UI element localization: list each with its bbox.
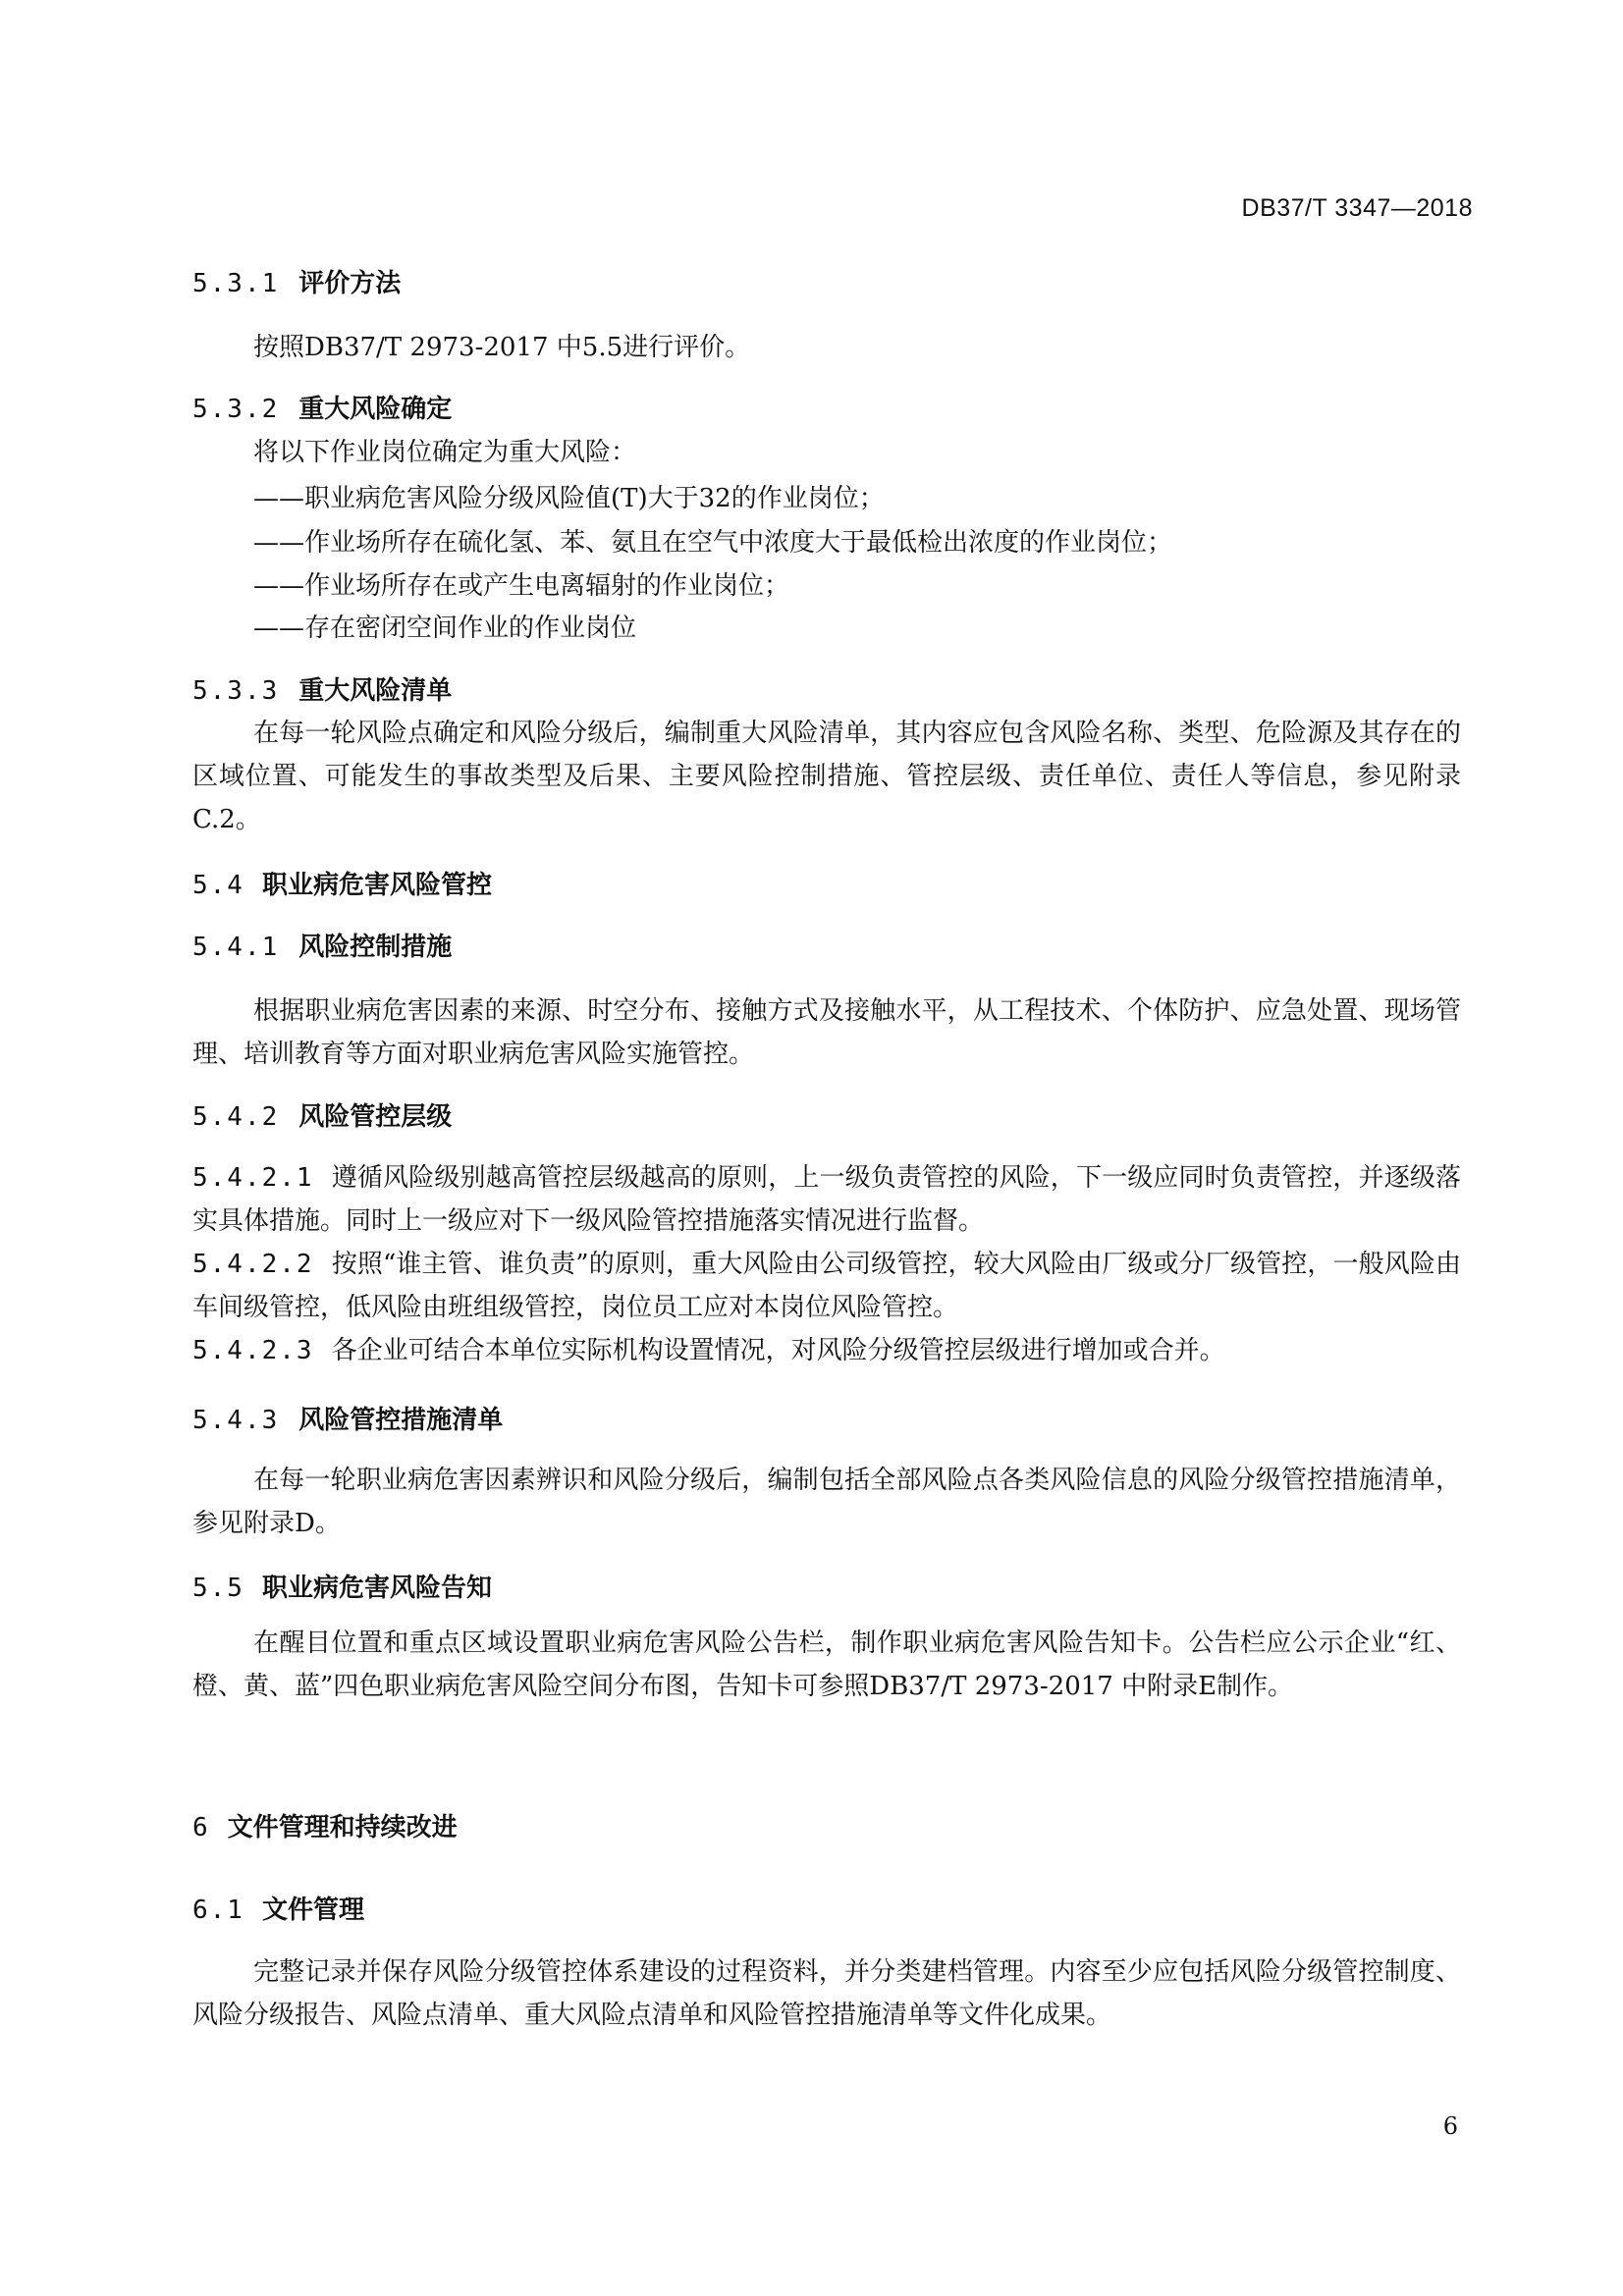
- section-5-3-2-heading: [192, 393, 1469, 426]
- clause-number: 5.4.2.2: [192, 1250, 314, 1279]
- document-code: DB37/T 3347—2018: [1241, 194, 1473, 222]
- section-number: 5.4.2: [192, 1102, 280, 1132]
- section-title: 风险管控层级: [298, 1102, 453, 1132]
- clause-text: 按照“谁主管、谁负责”的原则，重大风险由公司级管控，较大风险由厂级或分厂级管控，一般风险由车间级管控，低风险由班组级管控，岗位员工应对本岗位风险管控。: [192, 1250, 1461, 1322]
- page-number: 6: [1442, 2112, 1458, 2140]
- section-5-3-3-heading: [192, 674, 1469, 708]
- clause-number: 5.4.2.1: [192, 1163, 314, 1193]
- list-item: ——职业病危害风险分级风险值(T)大于32的作业岗位；: [253, 484, 885, 513]
- clause-text: 各企业可结合本单位实际机构设置情况，对风险分级管控层级进行增加或合并。: [331, 1336, 1225, 1365]
- clause-5-4-2-1: [192, 1156, 1461, 1243]
- chapter-6-heading: [192, 1811, 1469, 1844]
- section-number: 5.4.1: [192, 933, 280, 962]
- section-5-4-2-heading: [192, 1100, 1469, 1134]
- section-title: 风险控制措施: [298, 933, 453, 962]
- section-title: 风险管控措施清单: [298, 1406, 504, 1435]
- section-number: 6: [192, 1813, 210, 1842]
- section-5-4-1-heading: [192, 931, 1469, 964]
- clause-5-4-2-3: [192, 1329, 1461, 1372]
- section-5-4-3-body: 在每一轮职业病危害因素辨识和风险分级后，编制包括全部风险点各类风险信息的风险分级管控措施清单，参见附录D。: [192, 1466, 1461, 1538]
- section-6-1-heading: [192, 1894, 1469, 1927]
- section-5-3-3-body: 在每一轮风险点确定和风险分级后，编制重大风险清单，其内容应包含风险名称、类型、危险源及其存在的区域位置、可能发生的事故类型及后果、主要风险控制措施、管控层级、责任单位、责任人等信息，参见附录C.2。: [192, 719, 1461, 834]
- section-5-4-1-body: 根据职业病危害因素的来源、时空分布、接触方式及接触水平，从工程技术、个体防护、应急处置、现场管理、培训教育等方面对职业病危害风险实施管控。: [192, 996, 1461, 1069]
- section-title: 文件管理: [261, 1896, 364, 1925]
- section-title: 职业病危害风险管控: [261, 871, 492, 900]
- list-item: ——作业场所存在硫化氢、苯、氨且在空气中浓度大于最低检出浓度的作业岗位；: [253, 528, 1173, 558]
- section-5-3-1-heading: [192, 267, 1469, 300]
- section-title: 职业病危害风险告知: [261, 1574, 492, 1603]
- section-number: 5.4: [192, 871, 244, 900]
- section-5-3-2-intro: 将以下作业岗位确定为重大风险：: [253, 438, 637, 467]
- section-5-4-3-heading: [192, 1404, 1469, 1437]
- section-number: 6.1: [192, 1896, 244, 1925]
- section-title: 评价方法: [298, 269, 402, 298]
- clause-5-4-2-2: [192, 1243, 1461, 1329]
- section-number: 5.3.2: [192, 395, 280, 424]
- section-number: 5.5: [192, 1574, 244, 1603]
- section-title: 文件管理和持续改进: [227, 1813, 458, 1842]
- list-item: ——作业场所存在或产生电离辐射的作业岗位；: [253, 571, 790, 601]
- section-number: 5.3.1: [192, 269, 280, 298]
- section-5-5-heading: [192, 1572, 1469, 1605]
- section-title: 重大风险确定: [298, 395, 453, 424]
- clause-text: 遵循风险级别越高管控层级越高的原则，上一级负责管控的风险，下一级应同时负责管控，并逐级落实具体措施。同时上一级应对下一级风险管控措施落实情况进行监督。: [192, 1163, 1461, 1236]
- clause-number: 5.4.2.3: [192, 1336, 314, 1365]
- list-item: ——存在密闭空间作业的作业岗位: [253, 614, 637, 643]
- section-5-5-body: 在醒目位置和重点区域设置职业病危害风险公告栏，制作职业病危害风险告知卡。公告栏应公示企业“红、橙、黄、蓝”四色职业病危害风险空间分布图，告知卡可参照DB37/T 2973-2017 中附录E制作。: [192, 1629, 1461, 1701]
- section-number: 5.3.3: [192, 676, 280, 706]
- section-title: 重大风险清单: [298, 676, 453, 706]
- section-5-3-1-body: 按照DB37/T 2973-2017 中5.5进行评价。: [253, 333, 751, 362]
- section-6-1-body: 完整记录并保存风险分级管控体系建设的过程资料，并分类建档管理。内容至少应包括风险分级管控制度、风险分级报告、风险点清单、重大风险点清单和风险管控措施清单等文件化成果。: [192, 1957, 1461, 2030]
- section-5-4-heading: [192, 869, 1469, 902]
- section-number: 5.4.3: [192, 1406, 280, 1435]
